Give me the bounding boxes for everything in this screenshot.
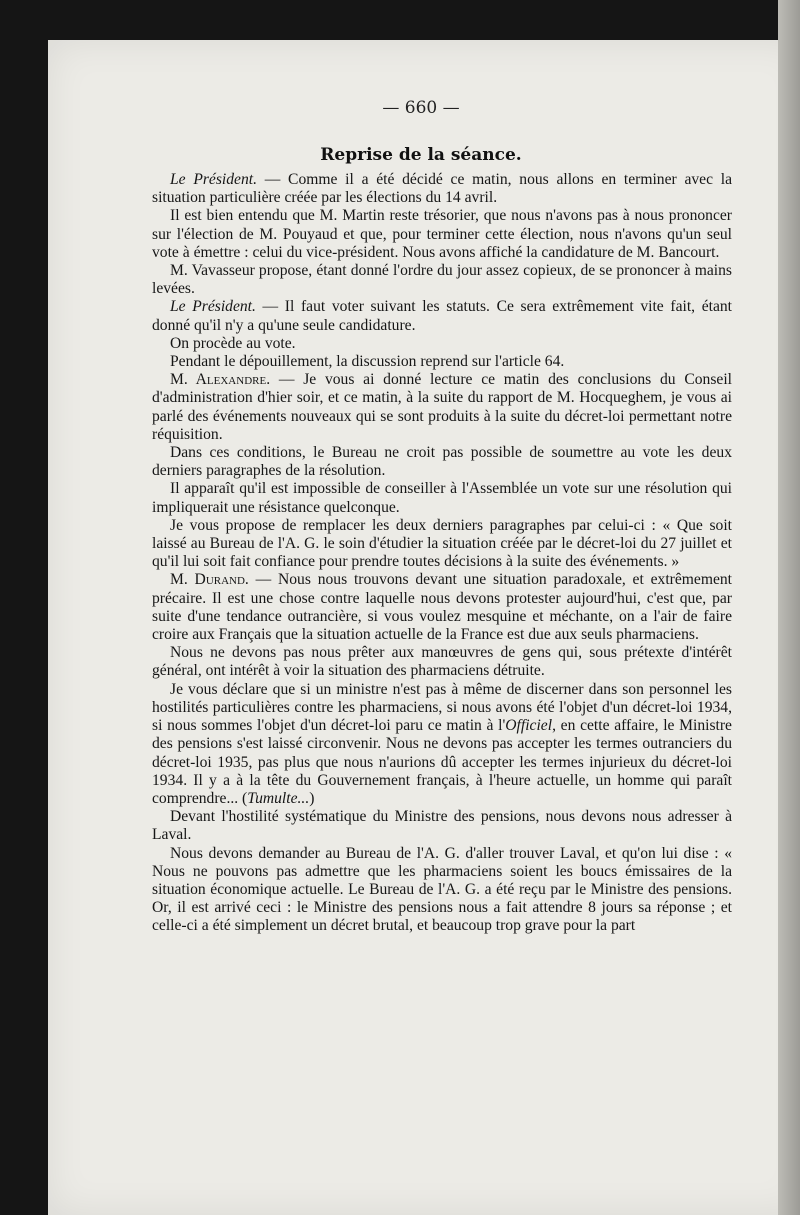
paragraph-text: M. Vavasseur propose, étant donné l'ordre du jour assez copieux, de se prononcer à mains levées. xyxy=(152,262,732,298)
paragraph-text: Nous devons demander au Bureau de l'A. G. d'aller trouver Laval, et qu'on lui dise : « Nous ne pouvons pas admettre que les pharmaciens soient les boucs émissaires de la situation économique actuelle. Le Bureau de l'A. G. a été reçu par le Ministre des pensions. Or, il est arrivé ceci : le Ministre des pensions nous a fait attendre 8 jours sa réponse ; et celle-ci a été simplement un décret brutal, et beaucoup trop grave pour la part xyxy=(152,844,732,935)
paragraph-text: Je vous déclare que si un ministre n'est pas à même de discerner dans son personnel les hostilités particulières contre les pharmaciens, si nous avons été l'objet d'un décret-loi 1934, si nous sommes l'objet d'un décret-loi paru ce matin à l' xyxy=(152,680,732,735)
paragraph-text-italic: Tumulte... xyxy=(247,789,310,807)
paragraph xyxy=(152,371,732,444)
page-number: — 660 — xyxy=(382,98,460,118)
paragraph xyxy=(152,444,732,480)
paragraph xyxy=(152,644,732,680)
page-binding-edge xyxy=(778,0,800,1215)
document-page xyxy=(48,40,800,1215)
paragraph-text: Pendant le dépouillement, la discussion reprend sur l'article 64. xyxy=(170,353,565,371)
paragraph-text: , en cette affaire, le Ministre des pensions s'est laissé circonvenir. Nous ne devons pas accepter les termes outranciers du décret-loi 1935, pas plus que nous n'aurions dû accepter les termes injurieux du décret-loi 1934. Il y a à la tête du Gouvernement français, à l'heure actuelle, un homme qui paraît comprendre... ( xyxy=(152,717,732,807)
scan-border-top xyxy=(0,0,800,40)
paragraph xyxy=(152,845,732,936)
paragraph-text: Je vous propose de remplacer les deux derniers paragraphes par celui-ci : « Que soit laissé au Bureau de l'A. G. le soin d'étudier la situation créée par le décret-loi du 27 juillet et qu'il lui soit fait confiance pour prendre toutes décisions à la suite des événements. » xyxy=(152,516,732,571)
paragraph xyxy=(152,517,732,572)
paragraph-text: — Comme il a été décidé ce matin, nous allons en terminer avec la situation particulière créée par les élections du 14 avril. xyxy=(152,171,732,207)
section-title: Reprise de la séance. xyxy=(320,145,522,165)
speaker-name: M. Alexandre. xyxy=(170,371,271,389)
paragraph xyxy=(152,207,732,262)
paragraph-text-italic: Officiel xyxy=(505,717,553,735)
paragraph xyxy=(152,480,732,516)
paragraph-text: ) xyxy=(309,789,315,807)
paragraph xyxy=(152,298,732,334)
paragraph xyxy=(152,681,732,808)
speaker-name: Le Président. xyxy=(170,298,256,316)
body-text xyxy=(152,171,732,936)
paragraph xyxy=(152,808,732,844)
paragraph-text: Dans ces conditions, le Bureau ne croit pas possible de soumettre au vote les deux derniers paragraphes de la résolution. xyxy=(152,444,732,480)
paragraph-text: — Je vous ai donné lecture ce matin des conclusions du Conseil d'administration d'hier soir, et ce matin, à la suite du rapport de M. Hocqueghem, je vous ai parlé des événements nouveaux qui se sont produits à la suite du décret-loi permettant notre réquisition. xyxy=(152,371,732,443)
paragraph-text: Il est bien entendu que M. Martin reste trésorier, que nous n'avons pas à nous prononcer sur l'élection de M. Pouyaud et que, pour terminer cette élection, nous n'avons qu'un seul vote à émettre : celui du vice-président. Nous avons affiché la candidature de M. Bancourt. xyxy=(152,207,732,261)
paragraph-text: — Nous nous trouvons devant une situation paradoxale, et extrêmement précaire. Il est une chose contre laquelle nous devons protester aujourd'hui, c'est que, par suite d'une tendance outrancière, si vous voulez mesquine et méchante, on a l'air de faire croire aux Français que la situation actuelle de la France est due aux seuls pharmaciens. xyxy=(152,571,732,644)
paragraph xyxy=(152,262,732,298)
speaker-name: Le Président. xyxy=(170,171,257,188)
paragraph xyxy=(152,571,732,644)
paragraph xyxy=(152,335,732,353)
paragraph-text: On procède au vote. xyxy=(170,334,296,352)
speaker-name: M. Durand. xyxy=(170,571,249,589)
paragraph-text: Nous ne devons pas nous prêter aux manœuvres de gens qui, sous prétexte d'intérêt général, ont intérêt à voir la situation des pharmaciens détruite. xyxy=(152,644,732,680)
paragraph-text: Il apparaît qu'il est impossible de conseiller à l'Assemblée un vote sur une résolution qui impliquerait une résistance quelconque. xyxy=(152,480,732,516)
paragraph-text: — Il faut voter suivant les statuts. Ce sera extrêmement vite fait, étant donné qu'il n'y a qu'une seule candidature. xyxy=(152,298,732,334)
scan-border-left xyxy=(0,0,48,1215)
paragraph-text: Devant l'hostilité systématique du Ministre des pensions, nous devons nous adresser à Laval. xyxy=(152,808,732,844)
paragraph xyxy=(152,353,732,371)
paragraph xyxy=(152,171,732,207)
